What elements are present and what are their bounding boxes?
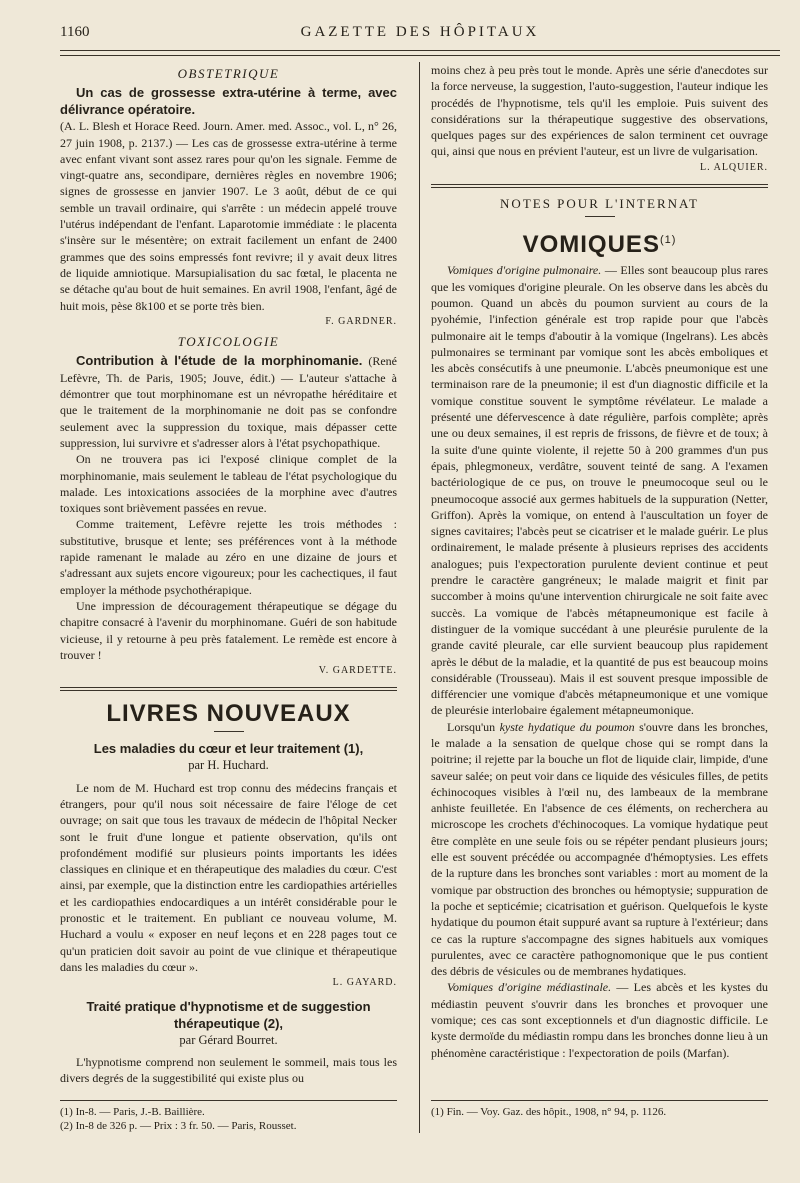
book-author: par Gérard Bourret.	[179, 1032, 278, 1047]
footnote: (2) In-8 de 326 p. — Prix : 3 fr. 50. — Paris, Rousset.	[60, 1120, 297, 1132]
article-paragraph: Vomiques d'origine médiastinale. — Les abcès et les kystes du médiastin peuvent s'ouvrir dans les bronches et provoquer une vomique; ces cas sont exceptionnels et d'un diagnostic difficile. Le kyste dermoïde du médiastin rompu dans les bronches donne lieu à un phénomène caractéristique : l'expectoration de poils (Marfan).	[431, 980, 768, 1060]
left-column	[60, 62, 397, 1094]
right-column	[431, 62, 768, 1094]
section-label-obstetrique: OBSTETRIQUE	[177, 66, 280, 81]
article-signature: L. GAYARD.	[332, 977, 397, 989]
paragraph-lead: Vomiques d'origine pulmonaire.	[447, 263, 602, 278]
paragraph-lead: kyste hydatique du poumon	[499, 719, 635, 734]
article-signature: F. GARDNER.	[325, 315, 397, 327]
section-title-livres: LIVRES NOUVEAUX	[106, 700, 351, 728]
title-dash	[214, 731, 244, 732]
book-title: Les maladies du cœur et leur traitement (1),	[93, 741, 364, 757]
continued-body: moins chez à peu près tout le monde. Après une série d'anecdotes sur la force nerveuse, la suggestion, l'auto-suggestion, l'auteur indique les procédés de l'hypnotisme, tels qu'il les emploie. Puis suivent des considérations sur la thérapeutique suggestive des observations, quelques pages sur des expériences de salon terminent cet ouvrage qui, ainsi que nous en prévient l'auteur, est un livre de vulgarisation.	[431, 63, 768, 159]
header-rule	[60, 50, 780, 56]
book-author: par H. Huchard.	[188, 758, 269, 773]
article-signature: V. GARDETTE.	[318, 665, 397, 677]
article-paragraph: Comme traitement, Lefèvre rejette les trois méthodes : substitutive, brusque et lente; ses préférences vont à la méthode rapide ramenant le malade au zéro en une dizaine de jours et s'adressant aux sujets encore vigoureux; pour les cachectiques, il faut employer la méthode psychothérapique.	[60, 517, 397, 597]
article-paragraph: Lorsqu'un kyste hydatique du poumon s'ouvre dans les bronches, le malade a la sensation de quelque chose qui se rompt dans la poitrine; il rejette par la bouche un flot de liquide clair, limpide, d'une saveur salée; on peut voir dans ce liquide des vésicules filles, de petits échinocoques visibles à l'œil nu, des lambeaux de la membrane anhiste feuilletée. En l'absence de ces éléments, on recherchera au microscope les crochets d'échinocoques. La vomique hydatique peut être complète en une seule fois ou se répéter pendant plusieurs jours; elle est souvent précédée ou accompagnée d'hémoptysies. Les effets de la rupture dans les bronches sont variables : mort au moment de la vomique par obstruction des bronches ou hémoptysie; suppuration de la poche et septicémie; cicatrisation et guérison. Quelquefois le kyste hydatique du poumon était suppuré avant sa rupture à l'extérieur; dans ce cas la rupture s'accompagne des signes habituels aux vomiques purulentes, avec ce caractère pathognomonique que le pus contient des débris de vésicules ou de membranes hydatiques.	[431, 719, 768, 979]
title-dash	[585, 216, 615, 217]
article-paragraph: Une impression de découragement thérapeutique se dégage du chapitre consacré à l'avenir du morphinomane. Guéri de son habitude vicieuse, il y retourne à peu près fatalement. Le remède est encore à trouver !	[60, 598, 397, 662]
article-signature: L. ALQUIER.	[700, 161, 768, 173]
article-heading	[60, 352, 397, 451]
right-footnote: (1) Fin. — Voy. Gaz. des hôpit., 1908, n° 94, p. 1126.	[431, 1100, 768, 1119]
left-footnotes	[60, 1100, 397, 1133]
article-body: Les cas de grossesse extra-utérine à terme avec enfant vivant sont assez rares pour qu'on les signale. Femme de vingt-quatre ans, secondipare, dernières règles en novembre 1906; signes de grossesse en janvier 1907. Le 3 août, début de ce qui semble un travail ordinaire, qui s'arrête : un médecin appelé trouve l'utérus indépendant de l'enfant. Laparotomie immédiate : le placenta s'insère sur le mésentère; on extrait facilement un enfant de 2400 grammes que des soins empressés font revivre; il y avait deux litres de liquide amniotique. Marsupialisation du sac fœtal, le placenta ne se détache qu'au bout de huit semaines. En avril 1908, l'enfant, âgé de huit mois, pèse 8k100 et se porte très bien.	[60, 135, 397, 313]
article-paragraph: Vomiques d'origine pulmonaire. — Elles sont beaucoup plus rares que les vomiques d'origine pleurale. On les observe dans les abcès du poumon. Quand un abcès du poumon survient au cours de la pyohémie, l'infection générale est trop rapide pour que l'abcès pulmonaire ait le temps d'aboutir à la vomique (Ingelrans). Les abcès pulmonaires se terminant par vomique sont les abcès emboliques et les abcès consécutifs à une pneumonie. L'abcès pneumonique est une terminaison rare de la pneumonie; il est d'un diagnostic difficile et la vomique constitue souvent le symptôme révélateur. Le malade a présenté une défervescence à date régulière, parfois complète; après une ou deux semaines, il est repris de frissons, de fièvre et de toux; à la suite d'une quinte violente, il rejette 50 à 200 grammes d'un pus épais, phlegmoneux, verdâtre, souvent teinté de sang. A l'examen bactériologique de ce pus, on trouve le pneumocoque seul ou le pneumocoque associé aux germes habituels de la suppuration (Netter, Griffon). Après la vomique, on entend à l'auscultation un foyer de signes cavitaires; l'abcès peut se cicatriser et le malade guérir. Le plus ordinairement, le malade présente à plusieurs reprises des accidents analogues; puis l'expectoration purulente devient continue et peut prendre le caractère gangréneux; le malade maigrit et finit par succomber à moins qu'une intervention chirurgicale ne soit faite avec succès. La vomique de l'abcès métapneumonique est facile à distinguer de la vomique succédant à une pleurésie purulente de la grande cavité pleurale, car elle survient beaucoup plus rapidement après le début de la maladie, et la quantité de pus est beaucoup moins considérable (Trousseau). Mais il est souvent presque impossible de différencier une vomique d'abcès métapneumonique et une vomique de pleurésie interlobaire également métapneumonique.	[431, 263, 768, 718]
footnote: (1) In-8. — Paris, J.-B. Baillière.	[60, 1106, 205, 1118]
article-body: L'auteur s'attache à démontrer que tout morphinomane est un névropathe héréditaire et que le traitement de la morphinomanie ne doit pas se confondre seulement avec la suppression du toxique, mais dépasser cette suppression, lui survivre et s'adresser alors à l'état psychopathique.	[60, 370, 397, 450]
section-label-toxicologie: TOXICOLOGIE	[177, 334, 280, 350]
book-review-body: Le nom de M. Huchard est trop connu des médecins français et étrangers, pour qu'il nous soit nécessaire de faire l'éloge de cet ouvrage; on sait que tous les travaux de médecin de l'hôpital Necker sont le fruit d'une longue et patiente observation, qu'ils ont profondément modifié sur plusieurs points importants les idées classiques en clinique et en thérapeutique des maladies du cœur. C'est ainsi, par exemple, que la distinction entre les cardiopathies artérielles et les cardiopathies endocardiques a un intérêt considérable pour le pronostic et le traitement. En publiant ce nouveau volume, M. Huchard a voulu « exposer en neuf leçons et en 228 pages tout ce qu'un praticien doit savoir au point de vue clinique et thérapeutique dans les maladies du cœur ».	[60, 780, 397, 974]
section-title-vomiques: VOMIQUES$^{(1)}$	[522, 231, 677, 259]
column-divider	[419, 62, 420, 1133]
footnote-marker: (1)	[659, 234, 677, 247]
article-title: Un cas de grossesse extra-utérine à terme, avec délivrance opératoire.	[60, 85, 397, 118]
book-title: Traité pratique d'hypnotisme et de suggestion thérapeutique (2),	[86, 998, 371, 1031]
article-reference: (René Lefèvre, Th. de Paris, 1905; Jouve, édit.) —	[60, 354, 397, 385]
journal-title: GAZETTE DES HÔPITAUX	[300, 24, 540, 40]
page-number: 1160	[60, 24, 90, 40]
article-paragraph: On ne trouvera pas ici l'exposé clinique complet de la morphinomanie, mais seulement le tableau de l'état psychologique du malade. Les intoxications associées de la morphine avec d'autres toxiques sont brièvement passées en revue.	[60, 452, 397, 516]
section-rule	[431, 184, 768, 188]
page-header	[60, 24, 780, 46]
section-heading-internat: NOTES POUR L'INTERNAT	[500, 196, 699, 212]
paragraph-lead: Vomiques d'origine médiastinale.	[447, 980, 612, 995]
book-review-body: L'hypnotisme comprend non seulement le sommeil, mais tous les divers degrés de la suggestibilité qui existe plus ou	[60, 1054, 397, 1086]
article-reference: (A. L. Blesh et Horace Reed. Journ. Amer. med. Assoc., vol. L, n° 26, 27 juin 1908, p. 2137.) — Les cas de grossesse extra-utérine à terme avec enfant vivant sont assez rares pour qu'on les signale. Femme de vingt-quatre ans, secondipare, dernières règles en novembre 1906; signes de grossesse en janvier 1907. Le 3 août, début de ce qui semble un travail ordinaire, qui s'arrête : un médecin appelé trouve l'utérus indépendant de l'enfant. Laparotomie immédiate : le placenta s'insère sur le mésentère; on extrait facilement un enfant de 2400 grammes que des soins empressés font revivre; il y avait deux litres de liquide amniotique. Marsupialisation du sac fœtal, le placenta ne se détache qu'au bout de huit semaines. En avril 1908, l'enfant, âgé de huit mois, pèse 8k100 et se porte très bien.	[60, 119, 397, 313]
article-title: Contribution à l'étude de la morphinomanie.	[76, 353, 363, 369]
section-rule	[60, 687, 397, 691]
